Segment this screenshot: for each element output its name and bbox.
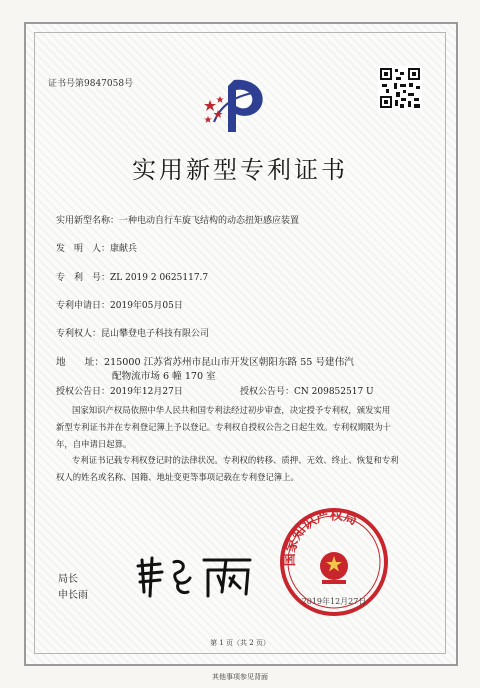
seal-text: 国家知识产权局 xyxy=(282,508,360,567)
address-line-1: 215000 江苏省苏州市昆山市开发区朝阳东路 55 号建伟汽 xyxy=(103,357,354,368)
grant-number-value: CN 209852517 U xyxy=(294,387,374,397)
director-signature xyxy=(130,552,260,600)
paragraph-2-line-2: 权人的姓名或名称、国籍、地址变更等事项记载在专利登记簿上。 xyxy=(56,472,299,482)
back-note: 其他事项参见背面 xyxy=(212,673,268,681)
utility-model-name-label: 实用新型名称： xyxy=(56,216,120,226)
filing-date-label: 专利申请日： xyxy=(56,301,111,311)
certificate-number: 证书号第9847058号 xyxy=(48,79,134,89)
grant-date-row xyxy=(56,384,183,397)
director-title: 局长 xyxy=(58,574,78,585)
patent-number-value: ZL 2019 2 0625117.7 xyxy=(110,273,209,283)
filing-date-row xyxy=(56,298,183,311)
patent-number-row xyxy=(56,270,208,283)
address-row xyxy=(56,354,354,368)
utility-model-name-value: 一种电动自行车旋飞结构的动态扭矩感应装置 xyxy=(119,216,300,226)
address-line-2: 配物流市场 6 幢 170 室 xyxy=(112,371,216,382)
cnipa-emblem-icon xyxy=(200,72,272,138)
page-indicator: 第 1 页（共 2 页） xyxy=(210,639,270,647)
inventor-value: 康献兵 xyxy=(110,244,138,254)
patentee-label: 专利权人： xyxy=(56,329,102,339)
paragraph-1-line-2: 新型专利证书并在专利登记簿上予以登记。专利权自授权公告之日起生效。专利权期限为十 xyxy=(56,422,391,432)
paragraph-2 xyxy=(56,452,424,486)
official-seal xyxy=(278,506,390,618)
grant-number-row xyxy=(240,384,374,397)
paragraph-2-line-1: 专利证书记载专利权登记时的法律状况。专利权的转移、质押、无效、终止、恢复和专利 xyxy=(72,455,399,465)
inventor-label: 发 明 人： xyxy=(56,244,111,254)
patentee-value: 昆山攀登电子科技有限公司 xyxy=(101,329,210,339)
director-name: 申长雨 xyxy=(58,590,88,601)
address-label: 地 址： xyxy=(56,357,104,368)
patentee-row xyxy=(56,326,209,339)
paragraph-1-line-3: 年，自申请日起算。 xyxy=(56,439,132,449)
grant-number-label: 授权公告号： xyxy=(240,387,295,397)
certificate-title: 实用新型专利证书 xyxy=(132,156,348,184)
qr-code-icon xyxy=(378,66,422,110)
patent-number-label: 专 利 号： xyxy=(56,273,111,283)
grant-date-label: 授权公告日： xyxy=(56,387,111,397)
inventor-row xyxy=(56,241,137,254)
grant-date-value: 2019年12月27日 xyxy=(110,387,183,397)
paragraph-1-line-1: 国家知识产权局依照中华人民共和国专利法经过初步审查，决定授予专利权，颁发实用 xyxy=(72,405,391,415)
seal-date: 2019年12月27日 xyxy=(301,597,367,606)
paragraph-1 xyxy=(56,402,424,453)
filing-date-value: 2019年05月05日 xyxy=(110,301,183,311)
utility-model-name-row xyxy=(56,213,299,226)
